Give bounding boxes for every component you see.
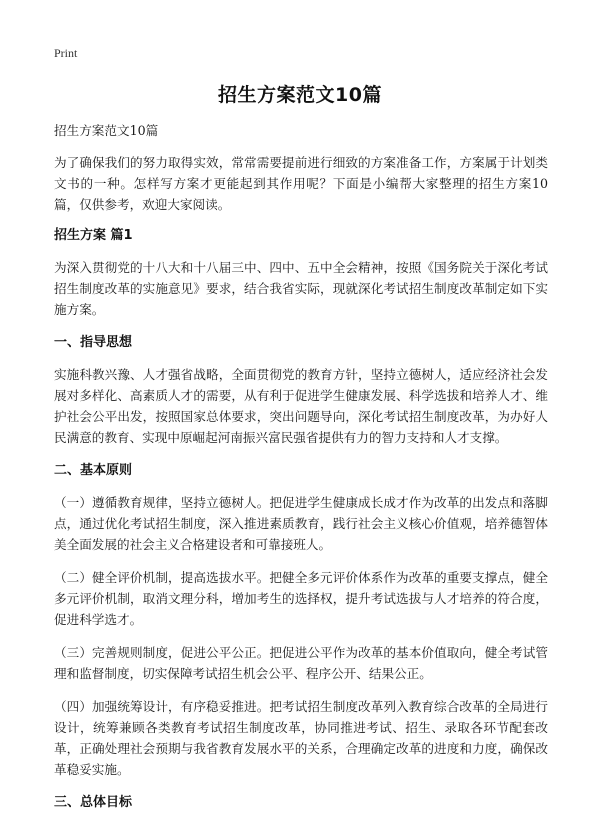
section-title: 招生方案 篇1	[54, 228, 133, 243]
principle-paragraph-2: （二）健全评价机制，提高选拔水平。把健全多元评价体系作为改革的重要支撑点，健全多元评价机制，取消文理分科，增加考生的选择权，提升考试选拔与人才培养的符合度，促进科学选才。	[54, 570, 548, 627]
principle-paragraph-1: （一）遵循教育规律，坚持立德树人。把促进学生健康成长成才作为改革的出发点和落脚点，通过优化考试招生制度，深入推进素质教育，践行社会主义核心价值观，培养德智体美全面发展的社会主义合格建设者和可靠接班人。	[54, 495, 548, 552]
heading-guiding-ideology: 一、指导思想	[54, 335, 133, 350]
document-subtitle: 招生方案范文10篇	[54, 123, 159, 138]
print-link[interactable]: Print	[54, 46, 78, 60]
section-intro-paragraph: 为深入贯彻党的十八大和十八届三中、四中、五中全会精神，按照《国务院关于深化考试招生制度改革的实施意见》要求，结合我省实际，现就深化考试招生制度改革制定如下实施方案。	[54, 260, 548, 317]
heading-overall-goals: 三、总体目标	[54, 795, 133, 810]
intro-paragraph: 为了确保我们的努力取得实效，常常需要提前进行细致的方案准备工作，方案属于计划类文书的一种。怎样写方案才更能起到其作用呢？下面是小编帮大家整理的招生方案10篇，仅供参考，欢迎大家阅读。	[54, 155, 548, 212]
principle-paragraph-4: （四）加强统筹设计，有序稳妥推进。把考试招生制度改革列入教育综合改革的全局进行设计，统筹兼顾各类教育考试招生制度改革，协同推进考试、招生、录取各环节配套改革，正确处理社会预期与我省教育发展水平的关系，合理确定改革的进度和力度，确保改革稳妥实施。	[54, 699, 548, 777]
page-title: 招生方案范文10篇	[218, 84, 382, 106]
principle-paragraph-3: （三）完善规则制度，促进公平公正。把促进公平作为改革的基本价值取向，健全考试管理和监督制度，切实保障考试招生机会公平、程序公开、结果公正。	[54, 645, 548, 681]
guiding-ideology-paragraph: 实施科教兴豫、人才强省战略，全面贯彻党的教育方针，坚持立德树人，适应经济社会发展对多样化、高素质人才的需要，从有利于促进学生健康发展、科学选拔和培养人才、维护社会公平出发，按照国家总体要求，突出问题导向，深化考试招生制度改革，为办好人民满意的教育、实现中原崛起河南振兴富民强省提供有力的智力支持和人才支撑。	[54, 367, 548, 445]
heading-basic-principles: 二、基本原则	[54, 463, 133, 478]
document-body	[54, 120, 548, 824]
